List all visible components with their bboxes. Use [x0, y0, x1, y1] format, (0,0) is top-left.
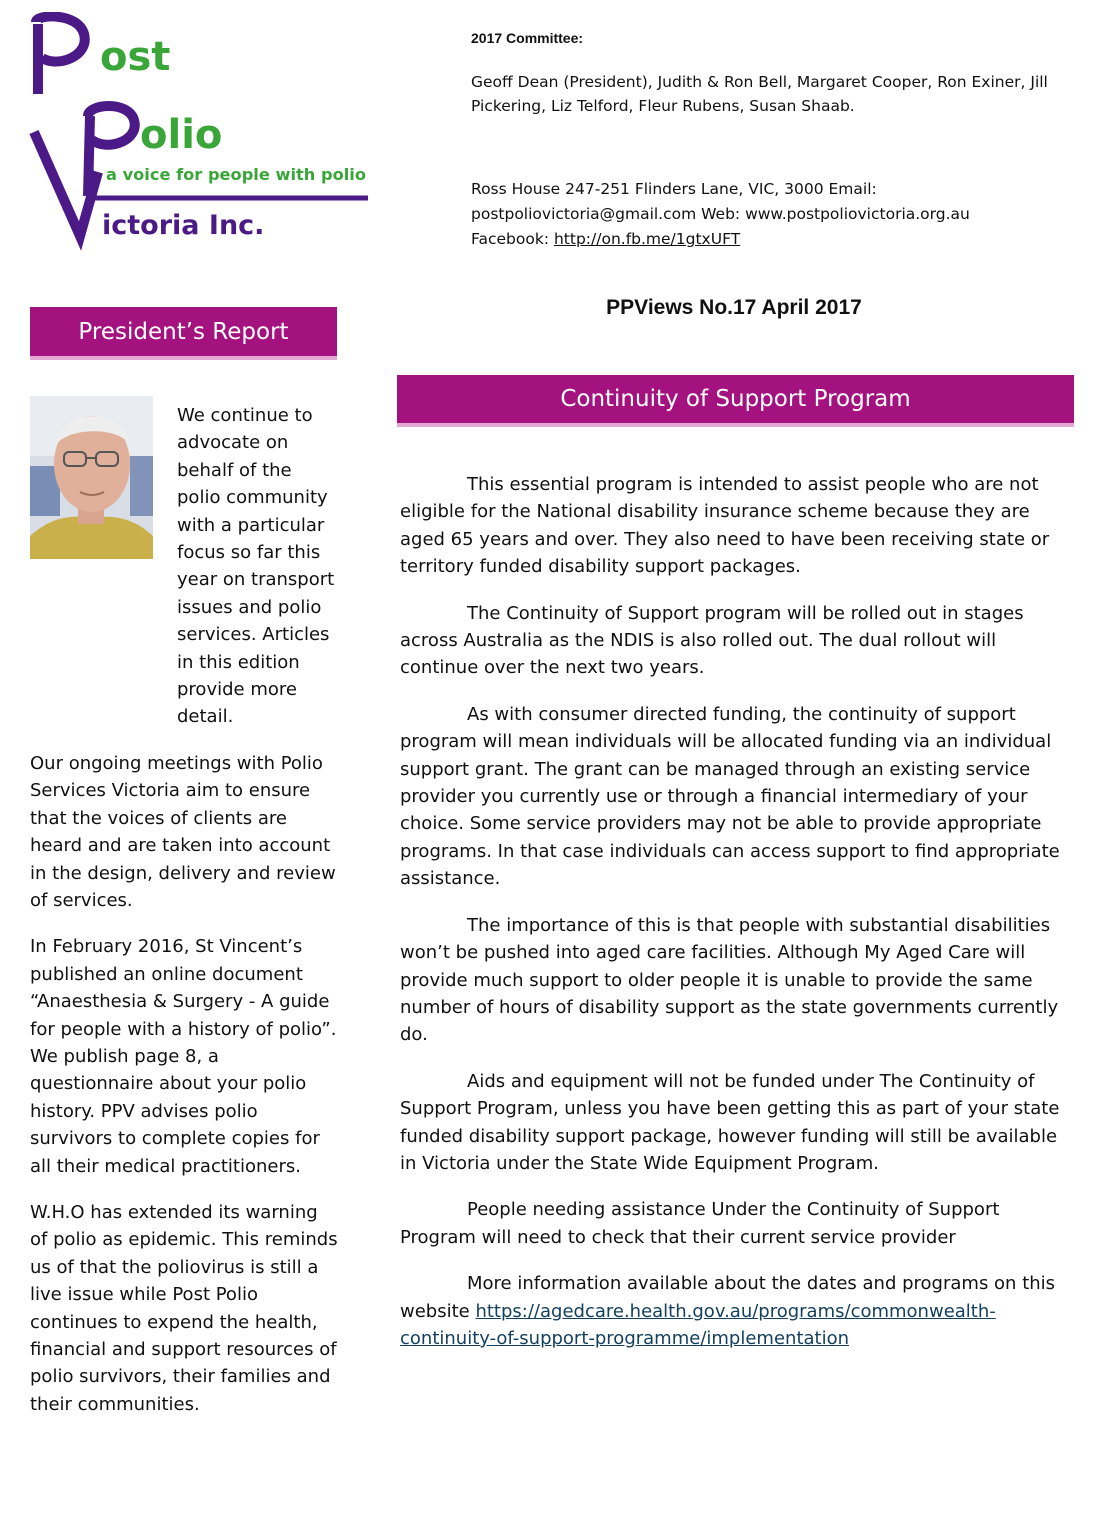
agedcare-link[interactable]: https://agedcare.health.gov.au/programs/commonwealth-continuity-of-support-programme/implementation — [400, 1300, 996, 1349]
facebook-label: Facebook: — [471, 230, 554, 248]
president-paragraph-3: In February 2016, St Vincent’s published an online document “Anaesthesia & Surgery - A guide for people with a history of polio”. We publish page 8, a questionnaire about your polio history. PPV advises polio survivors to complete copies for all their medical practitioners. — [30, 936, 337, 1177]
continuity-paragraph-6: People needing assistance Under the Continuity of Support Program will need to check that their current service provider — [400, 1199, 1000, 1248]
continuity-paragraph-5: Aids and equipment will not be funded under The Continuity of Support Program, unless you have been getting this as part of your state funded disability support package, however funding will still be available in Victoria under the State Wide Equipment Program. — [400, 1070, 1060, 1174]
contact-address: Ross House 247-251 Flinders Lane, VIC, 3000 Email: — [471, 180, 877, 198]
post-polio-victoria-logo — [28, 12, 368, 252]
logo-word-ost: ost — [100, 34, 171, 80]
president-paragraph-4: W.H.O has extended its warning of polio as epidemic. This reminds us of that the poliovirus is still a live issue while Post Polio continues to expend the health, financial and support resources of polio survivors, their families and their communities. — [30, 1201, 338, 1415]
president-paragraph-1 — [30, 402, 338, 731]
contact-facebook — [471, 227, 1091, 252]
contact-block — [471, 177, 1091, 252]
presidents-report-text — [30, 402, 338, 1437]
logo-tagline: a voice for people with polio — [106, 165, 367, 184]
more-info-text: More information available about the dates and programs on this website — [400, 1273, 1056, 1322]
continuity-paragraph-2: The Continuity of Support program will be rolled out in stages across Australia as the NDIS is also rolled out. The dual rollout will continue over the next two years. — [400, 602, 1024, 679]
continuity-paragraph-7 — [400, 1270, 1068, 1352]
continuity-banner — [397, 375, 1074, 427]
logo-word-victoria: ictoria Inc. — [102, 210, 265, 241]
issue-title: PPViews No.17 April 2017 — [606, 296, 862, 319]
continuity-paragraph-4: The importance of this is that people with substantial disabilities won’t be pushed into aged care facilities. Although My Aged Care will provide much support to older people it is unable to provide the same number of hours of disability support as the state governments currently do. — [400, 914, 1059, 1046]
contact-email-web: postpoliovictoria@gmail.com Web: www.postpoliovictoria.org.au — [471, 205, 970, 223]
president-paragraph-1-text: We continue to advocate on behalf of the polio community with a particular focus so far this year on transport issues and polio services. Articles in this edition provide more detail. — [177, 405, 335, 728]
president-paragraph-2: Our ongoing meetings with Polio Services Victoria aim to ensure that the voices of clients are heard and are taken into account in the design, delivery and review of services. — [30, 752, 336, 911]
presidents-report-heading: President’s Report — [78, 318, 289, 345]
continuity-text — [400, 471, 1068, 1371]
committee-heading: 2017 Committee: — [471, 30, 584, 46]
committee-members: Geoff Dean (President), Judith & Ron Bell, Margaret Cooper, Ron Exiner, Jill Pickering, Liz Telford, Fleur Rubens, Susan Shaab. — [471, 73, 1048, 115]
presidents-report-banner — [30, 307, 337, 360]
continuity-heading: Continuity of Support Program — [560, 386, 911, 412]
continuity-paragraph-3: As with consumer directed funding, the continuity of support program will mean individuals will be allocated funding via an individual support grant. The grant can be managed through an existing service provider you currently use or through a financial intermediary of your choice. Some service providers may not be able to provide appropriate programs. In that case individuals can access support to find appropriate assistance. — [400, 703, 1060, 890]
facebook-link[interactable]: http://on.fb.me/1gtxUFT — [553, 230, 741, 248]
continuity-paragraph-1: This essential program is intended to assist people who are not eligible for the National disability insurance scheme because they are aged 65 years and over. They also need to have been receiving state or territory funded disability support packages. — [400, 474, 1050, 578]
logo-word-olio: olio — [140, 112, 223, 158]
